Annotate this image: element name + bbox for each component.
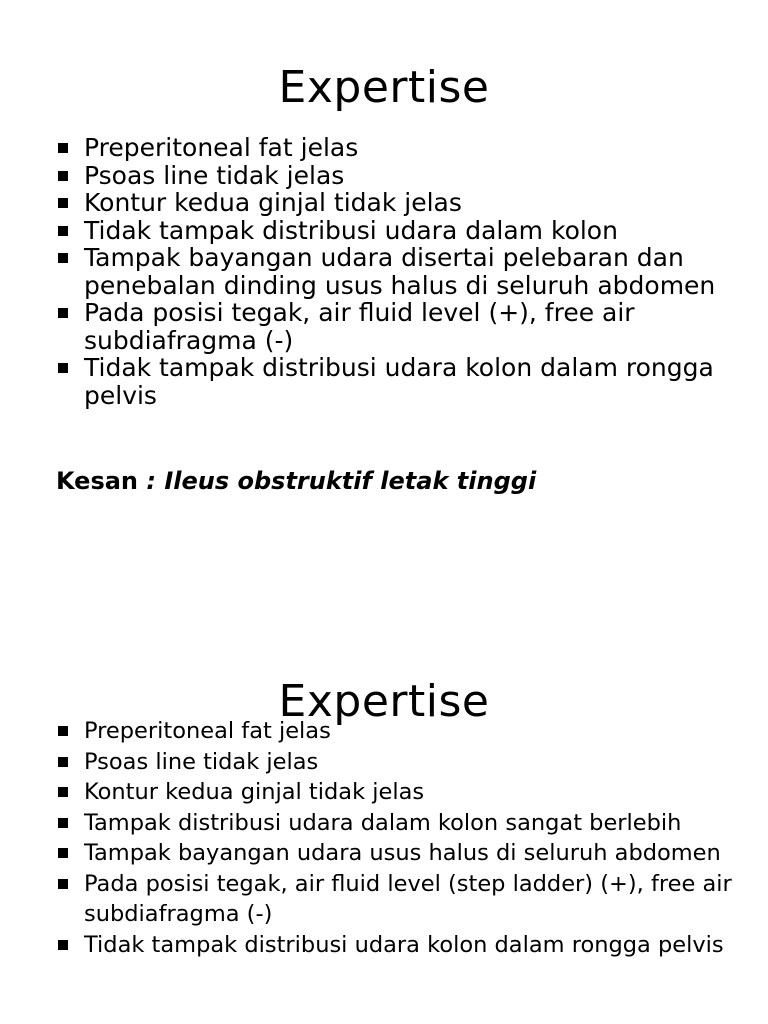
list-item-text: Tidak tampak distribusi udara dalam kolon (84, 215, 618, 245)
square-bullet-icon (58, 198, 68, 208)
square-bullet-icon (58, 818, 68, 828)
list-item-text: Kontur kedua ginjal tidak jelas (84, 188, 462, 217)
list-item (58, 777, 738, 808)
list-item (58, 808, 738, 839)
list-item (58, 134, 738, 162)
list-item (58, 354, 738, 409)
square-bullet-icon (58, 757, 68, 767)
list-item-text: Psoas line tidak jelas (84, 748, 319, 775)
list-item-text: Pada posisi tegak, air fluid level (+), free air subdiafragma (-) (84, 298, 635, 355)
list-item-text: Tidak tampak distribusi udara kolon dalam rongga pelvis (84, 353, 714, 410)
square-bullet-icon (58, 787, 68, 797)
square-bullet-icon (58, 143, 68, 153)
list-item (58, 189, 738, 217)
slide-2-bullet-list (58, 716, 738, 960)
square-bullet-icon (58, 726, 68, 736)
list-item-text: Tampak bayangan udara usus halus di seluruh abdomen (84, 840, 721, 866)
list-item-text: Preperitoneal fat jelas (84, 718, 331, 744)
list-item (58, 930, 738, 961)
square-bullet-icon (58, 308, 68, 318)
list-item-text: Tidak tampak distribusi udara kolon dalam rongga pelvis (84, 931, 724, 958)
list-item-text: Preperitoneal fat jelas (84, 133, 359, 162)
slide-1-title: Expertise (278, 62, 490, 113)
slide-2 (0, 560, 768, 1024)
square-bullet-icon (58, 363, 68, 373)
list-item-text: Pada posisi tegak, air fluid level (step ladder) (+), free air subdiafragma (-) (84, 870, 732, 927)
list-item (58, 217, 738, 245)
list-item-text: Psoas line tidak jelas (84, 160, 345, 190)
slide-2-title: Expertise (278, 676, 490, 727)
list-item-text: Kontur kedua ginjal tidak jelas (84, 779, 425, 805)
list-item-text: Tampak bayangan udara disertai pelebaran dan penebalan dinding usus halus di seluruh abdomen (84, 243, 716, 300)
list-item-text: Tampak distribusi udara dalam kolon sangat berlebih (84, 809, 682, 836)
list-item (58, 162, 738, 190)
square-bullet-icon (58, 226, 68, 236)
square-bullet-icon (58, 940, 68, 950)
list-item (58, 299, 738, 354)
square-bullet-icon (58, 848, 68, 858)
list-item (58, 716, 738, 747)
slide-1-bullet-list (58, 134, 738, 409)
square-bullet-icon (58, 171, 68, 181)
impression (56, 466, 536, 496)
list-item (58, 838, 738, 869)
list-item (58, 244, 738, 299)
list-item (58, 747, 738, 778)
square-bullet-icon (58, 879, 68, 889)
square-bullet-icon (58, 253, 68, 263)
impression-value: : Ileus obstruktif letak tinggi (138, 467, 537, 495)
impression-label: Kesan (56, 467, 139, 495)
list-item (58, 869, 738, 930)
